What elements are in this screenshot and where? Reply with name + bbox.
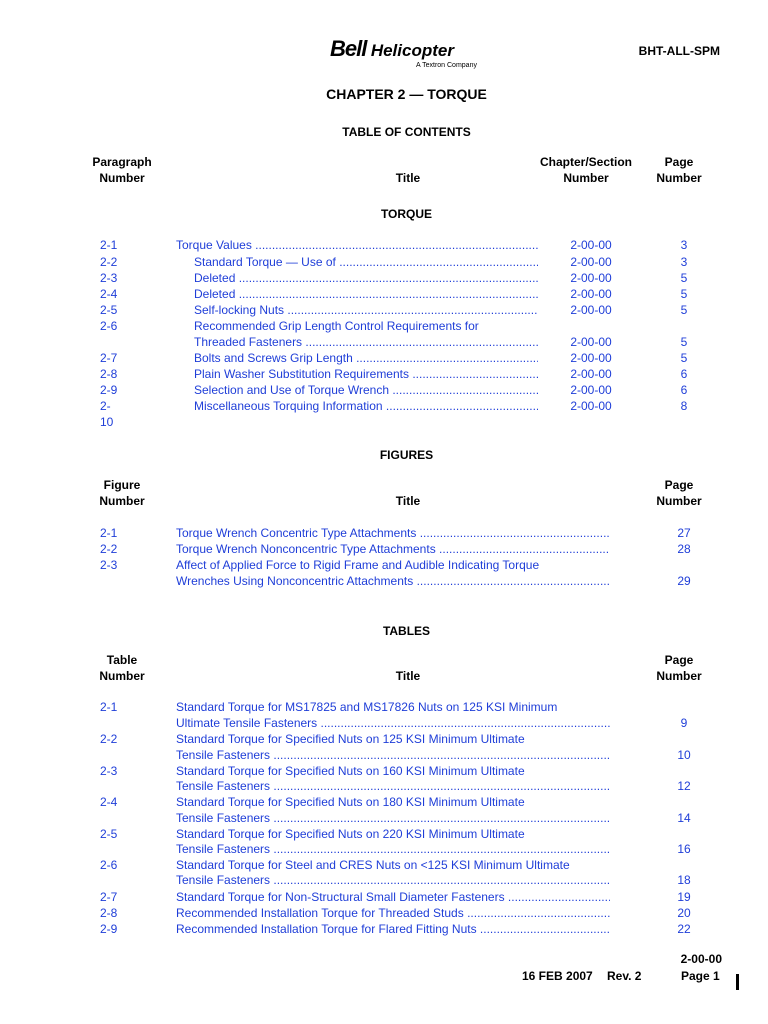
figure-title-link[interactable]: Torque Wrench Concentric Type Attachments ..... bbox=[176, 525, 610, 541]
paragraph-title-link[interactable]: Selection and Use of Torque Wrench ..... bbox=[194, 382, 538, 398]
footer-revision: Rev. 2 bbox=[607, 969, 642, 983]
table-title-link[interactable]: Tensile Fasteners ..... bbox=[176, 747, 610, 763]
header-line: Paragraph bbox=[92, 155, 152, 169]
table-number[interactable]: 2-3 bbox=[100, 764, 118, 778]
header-line: Page bbox=[664, 653, 694, 667]
figure-number[interactable]: 2-1 bbox=[100, 526, 118, 540]
paragraph-chapter-section[interactable]: 2-00-00 bbox=[570, 383, 612, 397]
table-page[interactable]: 10 bbox=[677, 748, 691, 762]
paragraph-number-header bbox=[82, 154, 162, 186]
paragraph-title-link[interactable]: Standard Torque — Use of ..... bbox=[194, 254, 538, 270]
document-id: BHT-ALL-SPM bbox=[638, 44, 720, 58]
figure-title-link[interactable]: Torque Wrench Nonconcentric Type Attachments ..... bbox=[176, 541, 610, 557]
paragraph-page[interactable]: 5 bbox=[680, 335, 688, 349]
figure-page[interactable]: 28 bbox=[677, 542, 691, 556]
paragraph-title-link[interactable]: Miscellaneous Torquing Information ..... bbox=[194, 398, 538, 414]
header-line: Chapter/Section bbox=[539, 155, 632, 169]
table-title-link[interactable]: Tensile Fasteners ..... bbox=[176, 872, 610, 888]
table-page[interactable]: 20 bbox=[677, 906, 691, 920]
paragraph-chapter-section[interactable]: 2-00-00 bbox=[570, 303, 612, 317]
table-title-link-line1[interactable]: Standard Torque for Steel and CRES Nuts on <125 KSI Minimum Ultimate bbox=[176, 858, 570, 872]
header-line: Figure bbox=[103, 478, 141, 492]
table-number[interactable]: 2-9 bbox=[100, 922, 118, 936]
header-line: Number bbox=[563, 171, 609, 185]
header-line: Page bbox=[664, 155, 694, 169]
table-title-header: Title bbox=[395, 669, 421, 683]
paragraph-title-link[interactable]: Deleted ..... bbox=[194, 270, 538, 286]
table-page[interactable]: 22 bbox=[677, 922, 691, 936]
table-number[interactable]: 2-5 bbox=[100, 827, 118, 841]
logo-bell-text: Bell bbox=[330, 36, 367, 61]
table-title-link-line1[interactable]: Standard Torque for Specified Nuts on 125 KSI Minimum Ultimate bbox=[176, 732, 525, 746]
table-page[interactable]: 19 bbox=[677, 890, 691, 904]
paragraph-chapter-section[interactable]: 2-00-00 bbox=[570, 271, 612, 285]
paragraph-page[interactable]: 8 bbox=[680, 399, 688, 413]
table-title-link-line1[interactable]: Standard Torque for Specified Nuts on 160 KSI Minimum Ultimate bbox=[176, 764, 525, 778]
paragraph-page-header bbox=[644, 154, 714, 186]
footer-page-number: Page 1 bbox=[681, 969, 720, 983]
table-title-link[interactable]: Recommended Installation Torque for Threaded Studs ..... bbox=[176, 905, 610, 921]
table-page[interactable]: 12 bbox=[677, 779, 691, 793]
table-title-link[interactable]: Tensile Fasteners ..... bbox=[176, 841, 610, 857]
footer-date: 16 FEB 2007 bbox=[522, 969, 593, 983]
logo-tagline: A Textron Company bbox=[416, 62, 477, 69]
tables-heading: TABLES bbox=[382, 624, 431, 638]
figure-number[interactable]: 2-2 bbox=[100, 542, 118, 556]
paragraph-page[interactable]: 3 bbox=[680, 238, 688, 252]
paragraph-page[interactable]: 5 bbox=[680, 287, 688, 301]
paragraph-chapter-section[interactable]: 2-00-00 bbox=[570, 367, 612, 381]
table-title-link-line1[interactable]: Standard Torque for Specified Nuts on 180 KSI Minimum Ultimate bbox=[176, 795, 525, 809]
header-line: Number bbox=[99, 494, 145, 508]
paragraph-number[interactable]: 2-2 bbox=[100, 255, 118, 269]
table-title-link-line1[interactable]: Standard Torque for MS17825 and MS17826 Nuts on 125 KSI Minimum bbox=[176, 700, 558, 714]
change-bar bbox=[736, 974, 739, 990]
table-page-header bbox=[644, 652, 714, 684]
table-number[interactable]: 2-6 bbox=[100, 858, 118, 872]
header-line: Number bbox=[656, 171, 702, 185]
table-number[interactable]: 2-4 bbox=[100, 795, 118, 809]
paragraph-title-link[interactable]: Deleted ..... bbox=[194, 286, 538, 302]
figure-title-link-line1[interactable]: Affect of Applied Force to Rigid Frame and Audible Indicating Torque bbox=[176, 558, 540, 572]
header-line: Number bbox=[656, 669, 702, 683]
header-line: Number bbox=[99, 669, 145, 683]
table-page[interactable]: 18 bbox=[677, 873, 691, 887]
paragraph-page[interactable]: 5 bbox=[680, 271, 688, 285]
paragraph-number[interactable]: 2-10 bbox=[100, 399, 114, 429]
paragraph-title-link[interactable]: Self-locking Nuts ..... bbox=[194, 302, 538, 318]
paragraph-page[interactable]: 6 bbox=[680, 383, 688, 397]
figure-title-header: Title bbox=[395, 494, 421, 508]
paragraph-title-link[interactable]: Torque Values ..... bbox=[176, 237, 538, 253]
figure-page[interactable]: 27 bbox=[677, 526, 691, 540]
paragraph-chapter-section[interactable]: 2-00-00 bbox=[570, 335, 612, 349]
paragraph-number[interactable]: 2-8 bbox=[100, 367, 118, 381]
paragraph-title-header: Title bbox=[395, 171, 421, 185]
paragraph-number[interactable]: 2-3 bbox=[100, 271, 118, 285]
toc-heading: TABLE OF CONTENTS bbox=[342, 125, 471, 139]
paragraph-page[interactable]: 3 bbox=[680, 255, 688, 269]
paragraph-number[interactable]: 2-7 bbox=[100, 351, 118, 365]
figure-page[interactable]: 29 bbox=[677, 574, 691, 588]
chapter-title: CHAPTER 2 — TORQUE bbox=[326, 86, 487, 102]
table-number-header bbox=[82, 652, 162, 684]
paragraph-number[interactable]: 2-5 bbox=[100, 303, 118, 317]
table-title-link[interactable]: Recommended Installation Torque for Flared Fitting Nuts ..... bbox=[176, 921, 610, 937]
torque-heading: TORQUE bbox=[380, 207, 433, 221]
table-title-link[interactable]: Tensile Fasteners ..... bbox=[176, 810, 610, 826]
header-line: Number bbox=[99, 171, 145, 185]
paragraph-chapter-section[interactable]: 2-00-00 bbox=[570, 351, 612, 365]
paragraph-title-link-line1[interactable]: Recommended Grip Length Control Requirements for bbox=[194, 319, 479, 333]
paragraph-number[interactable]: 2-1 bbox=[100, 238, 118, 252]
table-page[interactable]: 9 bbox=[680, 716, 688, 730]
logo-helicopter-text: Helicopter bbox=[370, 41, 454, 60]
figures-heading: FIGURES bbox=[379, 448, 434, 462]
paragraph-number[interactable]: 2-9 bbox=[100, 383, 118, 397]
header-line: Page bbox=[664, 478, 694, 492]
paragraph-title-link[interactable]: Bolts and Screws Grip Length ..... bbox=[194, 350, 538, 366]
paragraph-page[interactable]: 5 bbox=[680, 351, 688, 365]
table-title-link[interactable]: Tensile Fasteners ..... bbox=[176, 778, 610, 794]
footer-chapter-code: 2-00-00 bbox=[680, 952, 722, 966]
chapter-section-header bbox=[530, 154, 642, 186]
table-title-link[interactable]: Standard Torque for Non-Structural Small Diameter Fasteners ..... bbox=[176, 889, 610, 905]
paragraph-number[interactable]: 2-4 bbox=[100, 287, 118, 301]
table-number[interactable]: 2-2 bbox=[100, 732, 118, 746]
table-title-link[interactable]: Ultimate Tensile Fasteners ..... bbox=[176, 715, 610, 731]
header-line: Number bbox=[656, 494, 702, 508]
paragraph-chapter-section[interactable]: 2-00-00 bbox=[570, 255, 612, 269]
figure-title-link[interactable]: Wrenches Using Nonconcentric Attachments ..... bbox=[176, 573, 610, 589]
table-page[interactable]: 16 bbox=[677, 842, 691, 856]
paragraph-title-link[interactable]: Threaded Fasteners ..... bbox=[194, 334, 538, 350]
figure-number[interactable]: 2-3 bbox=[100, 558, 118, 572]
paragraph-title-link[interactable]: Plain Washer Substitution Requirements ..... bbox=[194, 366, 538, 382]
table-number[interactable]: 2-8 bbox=[100, 906, 118, 920]
paragraph-chapter-section[interactable]: 2-00-00 bbox=[570, 399, 612, 413]
paragraph-chapter-section[interactable]: 2-00-00 bbox=[570, 287, 612, 301]
bell-helicopter-logo bbox=[330, 36, 490, 72]
table-number[interactable]: 2-7 bbox=[100, 890, 118, 904]
table-number[interactable]: 2-1 bbox=[100, 700, 118, 714]
figure-page-header bbox=[644, 477, 714, 509]
table-title-link-line1[interactable]: Standard Torque for Specified Nuts on 220 KSI Minimum Ultimate bbox=[176, 827, 525, 841]
paragraph-page[interactable]: 5 bbox=[680, 303, 688, 317]
header-line: Table bbox=[106, 653, 138, 667]
table-page[interactable]: 14 bbox=[677, 811, 691, 825]
figure-number-header bbox=[82, 477, 162, 509]
paragraph-chapter-section[interactable]: 2-00-00 bbox=[570, 238, 612, 252]
paragraph-number[interactable]: 2-6 bbox=[100, 319, 118, 333]
paragraph-page[interactable]: 6 bbox=[680, 367, 688, 381]
